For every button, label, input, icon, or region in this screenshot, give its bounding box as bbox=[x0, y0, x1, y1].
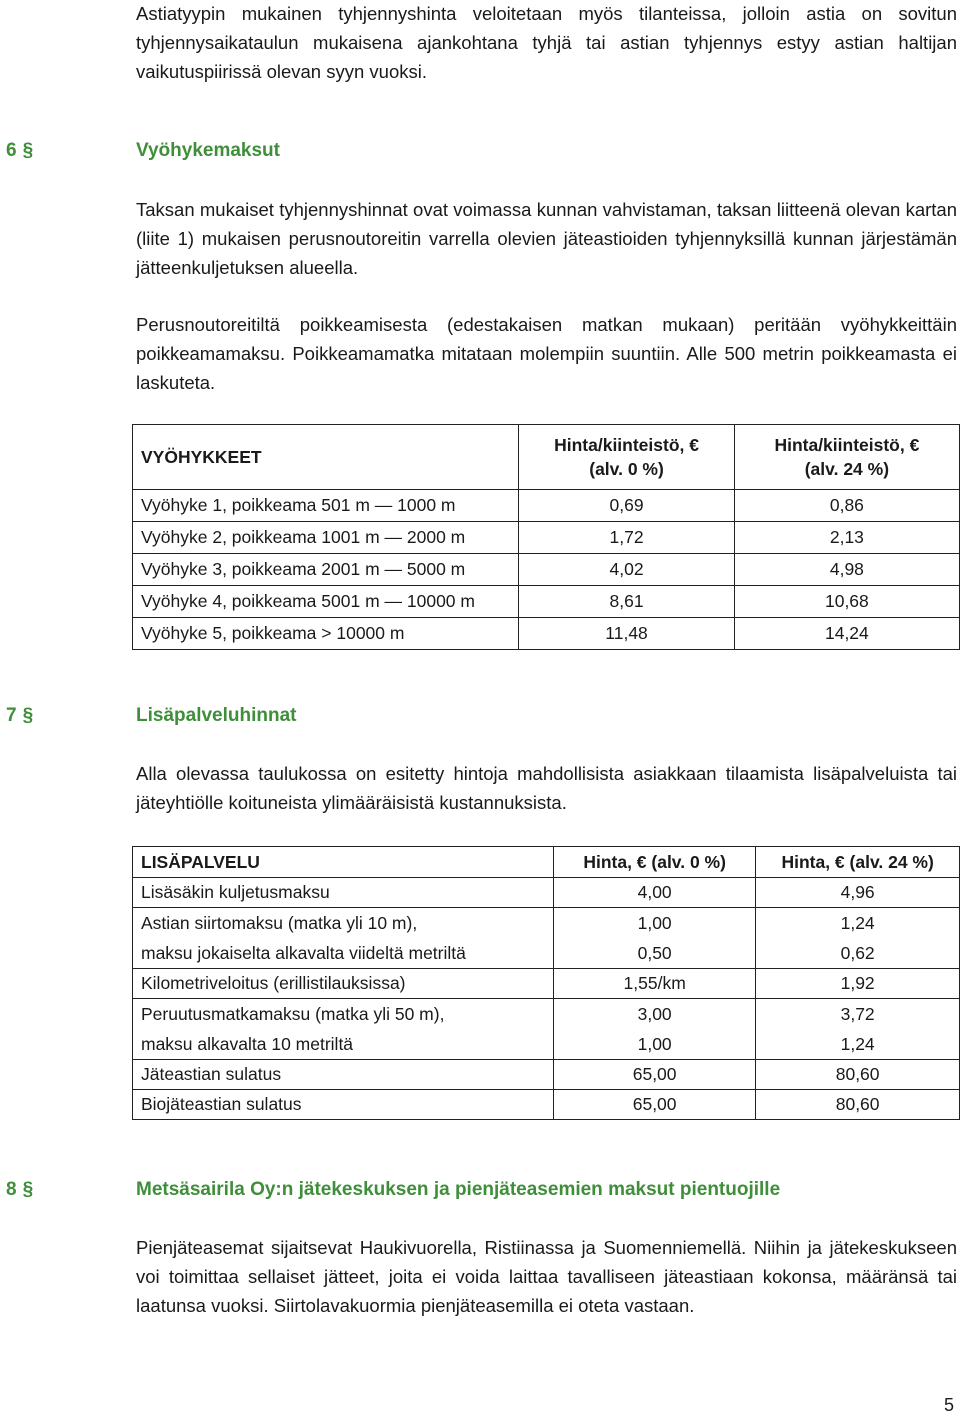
extra-header-price-vat0: Hinta, € (alv. 0 %) bbox=[554, 847, 756, 878]
service-label: Jäteastian sulatus bbox=[133, 1060, 554, 1090]
service-price-vat0: 65,00 bbox=[554, 1060, 756, 1090]
zones-header-price-vat24: Hinta/kiinteistö, € (alv. 24 %) bbox=[734, 425, 959, 490]
section-7-heading bbox=[6, 703, 946, 729]
zones-table-header bbox=[133, 425, 960, 490]
service-price-vat24: 80,60 bbox=[756, 1090, 960, 1120]
service-price-vat0: 1,00 0,50 bbox=[554, 908, 756, 969]
zone-price-vat0: 1,72 bbox=[519, 522, 734, 554]
extra-header-service: LISÄPALVELU bbox=[133, 847, 554, 878]
section-6-number: 6 bbox=[6, 140, 17, 161]
service-label: Kilometriveloitus (erillistilauksissa) bbox=[133, 969, 554, 999]
extra-services-header bbox=[133, 847, 960, 878]
page-number: 5 bbox=[944, 1395, 955, 1415]
zone-label: Vyöhyke 5, poikkeama > 10000 m bbox=[133, 618, 519, 650]
zone-label: Vyöhyke 2, poikkeama 1001 m — 2000 m bbox=[133, 522, 519, 554]
section-8-paragraph: Pienjäteasemat sijaitsevat Haukivuorella, Ristiinassa ja Suomenniemellä. Niihin ja jätekeskukseen voi toimittaa sellaiset jätteet, joita ei voida laittaa tavalliseen jäteastiaan kokonsa, määränsä tai laatunsa vuoksi. Siirtolavakuormia pienjäteasemilla ei oteta vastaan. bbox=[136, 1237, 957, 1316]
section-6-paragraph-2: Perusnoutoreitiltä poikkeamisesta (edestakaisen matkan mukaan) peritään vyöhykkeittäin poikkeamamaksu. Poikkeamamatka mitataan molempiin suuntiin. Alle 500 metrin poikkeamasta ei laskuteta. bbox=[136, 314, 957, 393]
service-price-vat24: 1,24 0,62 bbox=[756, 908, 960, 969]
section-symbol: § bbox=[22, 705, 34, 726]
service-price-vat24: 80,60 bbox=[756, 1060, 960, 1090]
section-8-title: Metsäsairila Oy:n jätekeskuksen ja pienjäteasemien maksut pientuojille bbox=[136, 1179, 781, 1200]
section-7-number: 7 bbox=[6, 705, 17, 726]
section-7-title: Lisäpalveluhinnat bbox=[136, 705, 297, 726]
service-label: Astian siirtomaksu (matka yli 10 m), maksu jokaiselta alkavalta viideltä metriltä bbox=[133, 908, 554, 969]
service-price-vat0: 65,00 bbox=[554, 1090, 756, 1120]
zone-label: Vyöhyke 3, poikkeama 2001 m — 5000 m bbox=[133, 554, 519, 586]
section-symbol: § bbox=[22, 140, 34, 161]
table-row bbox=[133, 1090, 960, 1120]
service-price-vat0: 3,00 1,00 bbox=[554, 999, 756, 1060]
table-row bbox=[133, 618, 960, 650]
intro-paragraph: Astiatyypin mukainen tyhjennyshinta veloitetaan myös tilanteissa, jolloin astia on sovitun tyhjennysaikataulun mukaisena ajankohtana tyhjä tai astian tyhjennys estyy astian haltijan vaikutuspiirissä olevan syyn vuoksi. bbox=[136, 3, 957, 82]
service-price-vat0: 4,00 bbox=[554, 878, 756, 908]
section-6-title: Vyöhykemaksut bbox=[136, 140, 280, 161]
zone-label: Vyöhyke 1, poikkeama 501 m — 1000 m bbox=[133, 490, 519, 522]
table-row bbox=[133, 522, 960, 554]
extra-header-price-vat24: Hinta, € (alv. 24 %) bbox=[756, 847, 960, 878]
table-row bbox=[133, 554, 960, 586]
zone-price-vat24: 2,13 bbox=[734, 522, 959, 554]
service-label: Peruutusmatkamaksu (matka yli 50 m), maksu alkavalta 10 metriltä bbox=[133, 999, 554, 1060]
zone-price-vat24: 10,68 bbox=[734, 586, 959, 618]
table-row bbox=[133, 586, 960, 618]
service-price-vat24: 1,92 bbox=[756, 969, 960, 999]
zones-header-zone: VYÖHYKKEET bbox=[133, 425, 519, 490]
zone-price-vat24: 14,24 bbox=[734, 618, 959, 650]
section-8-heading bbox=[6, 1177, 946, 1203]
section-symbol: § bbox=[22, 1179, 34, 1200]
zone-price-vat0: 0,69 bbox=[519, 490, 734, 522]
section-6-paragraph-1: Taksan mukaiset tyhjennyshinnat ovat voimassa kunnan vahvistaman, taksan liitteenä olevan kartan (liite 1) mukaisen perusnoutoreitin varrella olevien jäteastioiden tyhjennyksillä kunnan järjestämän jätteenkuljetuksen alueella. bbox=[136, 199, 957, 278]
zone-label: Vyöhyke 4, poikkeama 5001 m — 10000 m bbox=[133, 586, 519, 618]
service-price-vat0: 1,55/km bbox=[554, 969, 756, 999]
zone-price-vat24: 0,86 bbox=[734, 490, 959, 522]
table-row bbox=[133, 969, 960, 999]
section-8-number: 8 bbox=[6, 1179, 17, 1200]
service-label: Lisäsäkin kuljetusmaksu bbox=[133, 878, 554, 908]
zone-price-vat0: 4,02 bbox=[519, 554, 734, 586]
table-row bbox=[133, 999, 960, 1060]
table-row bbox=[133, 490, 960, 522]
zone-price-vat24: 4,98 bbox=[734, 554, 959, 586]
service-price-vat24: 3,72 1,24 bbox=[756, 999, 960, 1060]
service-label: Biojäteastian sulatus bbox=[133, 1090, 554, 1120]
zone-price-vat0: 11,48 bbox=[519, 618, 734, 650]
section-6-heading bbox=[6, 138, 946, 164]
table-row bbox=[133, 878, 960, 908]
zones-header-price-vat0: Hinta/kiinteistö, € (alv. 0 %) bbox=[519, 425, 734, 490]
table-row bbox=[133, 1060, 960, 1090]
extra-services-table bbox=[132, 846, 960, 1120]
section-7-paragraph: Alla olevassa taulukossa on esitetty hintoja mahdollisista asiakkaan tilaamista lisäpalveluista tai jäteyhtiölle koituneista ylimääräisistä kustannuksista. bbox=[136, 763, 957, 813]
zones-table bbox=[132, 424, 960, 650]
table-row bbox=[133, 908, 960, 969]
zone-price-vat0: 8,61 bbox=[519, 586, 734, 618]
service-price-vat24: 4,96 bbox=[756, 878, 960, 908]
